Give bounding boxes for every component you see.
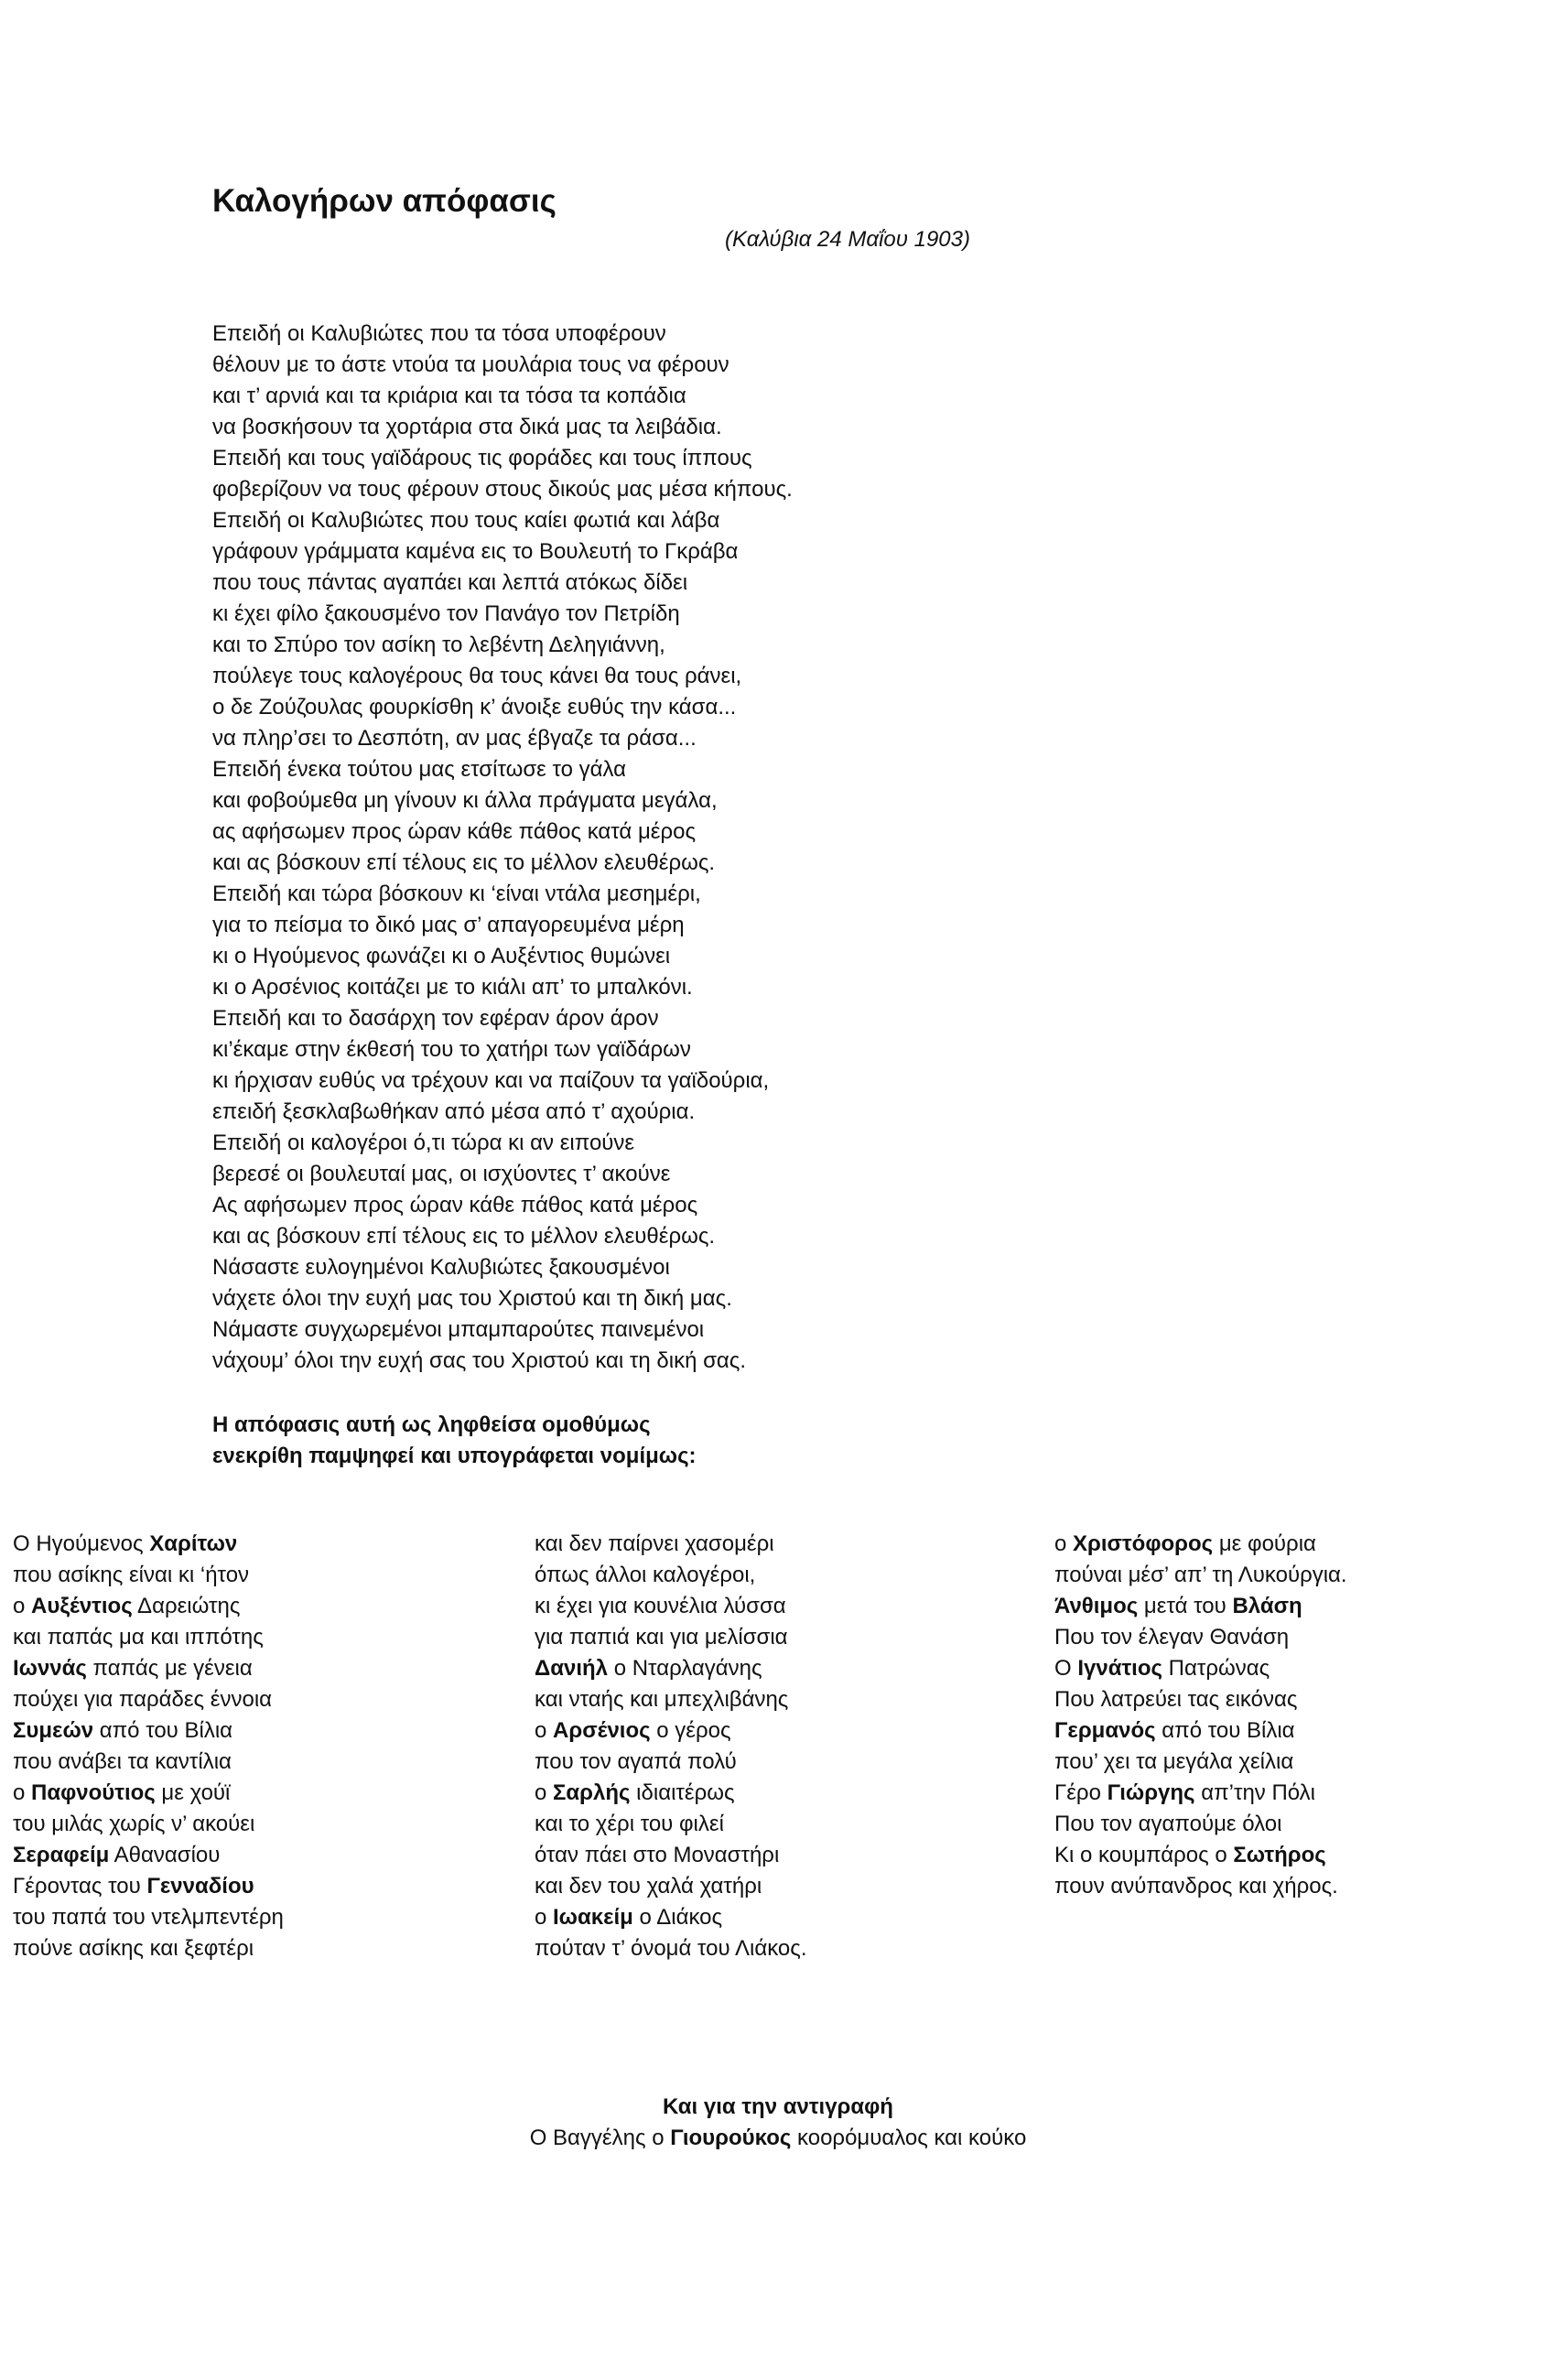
signature-text: και δεν παίρνει χασομέρι bbox=[535, 1531, 774, 1556]
signature-line bbox=[1054, 1684, 1347, 1715]
signature-text: Ο Ηγούμενος bbox=[13, 1531, 150, 1556]
monk-name: Βλάση bbox=[1232, 1594, 1302, 1618]
signature-text: όταν πάει στο Μοναστήρι bbox=[535, 1843, 780, 1867]
signature-line bbox=[1054, 1560, 1347, 1591]
poem-line: βερεσέ οι βουλευταί μας, οι ισχύοντες τ’ ακούνε bbox=[212, 1162, 671, 1186]
signature-text: και δεν του χαλά χατήρι bbox=[535, 1874, 762, 1899]
signature-text: με φούρια bbox=[1213, 1531, 1316, 1556]
signature-text: Που λατρεύει τας εικόνας bbox=[1054, 1687, 1298, 1712]
signature-line bbox=[1054, 1715, 1347, 1747]
signature-text: ο Διάκος bbox=[632, 1905, 723, 1930]
poem-line: Επειδή και τώρα βόσκουν κι ‘είναι ντάλα μεσημέρι, bbox=[212, 882, 701, 906]
poem-body bbox=[212, 319, 793, 1377]
signature-text: που’ χει τα μεγάλα χείλια bbox=[1054, 1749, 1294, 1774]
signature-line bbox=[535, 1622, 807, 1653]
signature-text: Γέρο bbox=[1054, 1780, 1108, 1805]
signature-line bbox=[13, 1529, 284, 1560]
poem-line: νάχουμ’ όλοι την ευχή σας του Χριστού και τη δική σας. bbox=[212, 1348, 747, 1373]
poem-line: και ας βόσκουν επί τέλους εις το μέλλον ελευθέρως. bbox=[212, 1224, 716, 1249]
poem-line: Επειδή οι Καλυβιώτες που τους καίει φωτιά και λάβα bbox=[212, 508, 720, 533]
monk-name: Αυξέντιος bbox=[31, 1594, 133, 1618]
signatures-column-2 bbox=[535, 1529, 807, 1964]
footer-heading: Και για την αντιγραφή bbox=[663, 2094, 893, 2119]
poem-line: και τ’ αρνιά και τα κριάρια και τα τόσα τα κοπάδια bbox=[212, 384, 686, 408]
signature-text: πούταν τ’ όνομά του Λιάκος. bbox=[535, 1936, 807, 1961]
signature-text: με χούϊ bbox=[155, 1780, 231, 1805]
poem-line: Επειδή οι Καλυβιώτες που τα τόσα υποφέρουν bbox=[212, 321, 666, 346]
signature-text: παπάς με γένεια bbox=[86, 1656, 253, 1681]
signature-line bbox=[1054, 1653, 1347, 1684]
footer-note bbox=[0, 2092, 1556, 2154]
signature-line bbox=[1054, 1840, 1347, 1871]
footer-line-name: Γιουρούκος bbox=[670, 2126, 792, 2150]
signature-text: ο bbox=[13, 1780, 32, 1805]
signature-line bbox=[13, 1622, 284, 1653]
signature-text: και το χέρι του φιλεί bbox=[535, 1812, 724, 1836]
signature-text: για παπιά και για μελίσσια bbox=[535, 1625, 788, 1650]
poem-line: πούλεγε τους καλογέρους θα τους κάνει θα τους ράνει, bbox=[212, 664, 742, 688]
poem-line: που τους πάντας αγαπάει και λεπτά ατόκως δίδει bbox=[212, 570, 688, 595]
signature-text: πούνε ασίκης και ξεφτέρι bbox=[13, 1936, 254, 1961]
decision-statement bbox=[212, 1410, 697, 1472]
signature-text: Κι ο κουμπάρος ο bbox=[1054, 1843, 1234, 1867]
signature-text: πούχει για παράδες έννοια bbox=[13, 1687, 273, 1712]
poem-line: κι’έκαμε στην έκθεσή του το χατήρι των γαϊδάρων bbox=[212, 1037, 691, 1062]
signature-line bbox=[535, 1778, 807, 1809]
poem-line: νάχετε όλοι την ευχή μας του Χριστού και τη δική μας. bbox=[212, 1286, 732, 1311]
monk-name: Χριστόφορος bbox=[1073, 1531, 1214, 1556]
signature-line bbox=[535, 1529, 807, 1560]
signature-line bbox=[13, 1715, 284, 1747]
signature-text: του μιλάς χωρίς ν’ ακούει bbox=[13, 1812, 255, 1836]
poem-line: Επειδή οι καλογέροι ό,τι τώρα κι αν ειπούνε bbox=[212, 1130, 635, 1155]
signature-line bbox=[535, 1747, 807, 1778]
signature-line bbox=[13, 1653, 284, 1684]
signatures-column-3 bbox=[1054, 1529, 1347, 1902]
poem-line: Επειδή και τους γαϊδάρους τις φοράδες και τους ίππους bbox=[212, 446, 752, 471]
signature-line bbox=[13, 1902, 284, 1933]
monk-name: Γενναδίου bbox=[146, 1874, 254, 1899]
footer-signature-line bbox=[0, 2123, 1556, 2154]
signature-text: ο γέρος bbox=[650, 1718, 731, 1743]
signature-text: του παπά του ντελμπεντέρη bbox=[13, 1905, 284, 1930]
monk-name: Σαρλής bbox=[553, 1780, 631, 1805]
poem-line: και το Σπύρο τον ασίκη το λεβέντη Δεληγιάννη, bbox=[212, 633, 665, 657]
signature-text: και παπάς μα και ιππότης bbox=[13, 1625, 264, 1650]
signature-line bbox=[13, 1933, 284, 1964]
signature-text: Αθανασίου bbox=[109, 1843, 221, 1867]
document-subtitle: (Καλύβια 24 Μαΐου 1903) bbox=[725, 227, 970, 252]
poem-line: γράφουν γράμματα καμένα εις το Βουλευτή το Γκράβα bbox=[212, 539, 739, 564]
signature-text: όπως άλλοι καλογέροι, bbox=[535, 1563, 756, 1587]
monk-name: Άνθιμος bbox=[1054, 1594, 1139, 1618]
signature-text: ιδιαιτέρως bbox=[630, 1780, 735, 1805]
signature-text: κι έχει για κουνέλια λύσσα bbox=[535, 1594, 786, 1618]
signature-line bbox=[13, 1560, 284, 1591]
signature-text: Γέροντας του bbox=[13, 1874, 147, 1899]
signature-text: απ’την Πόλι bbox=[1194, 1780, 1316, 1805]
poem-line: κι ήρχισαν ευθύς να τρέχουν και να παίζουν τα γαϊδούρια, bbox=[212, 1068, 770, 1093]
signature-line bbox=[535, 1902, 807, 1933]
signature-line bbox=[13, 1840, 284, 1871]
signature-line bbox=[1054, 1747, 1347, 1778]
signature-line bbox=[535, 1560, 807, 1591]
signature-text: ο bbox=[535, 1905, 554, 1930]
monk-name: Ιγνάτιος bbox=[1077, 1656, 1162, 1681]
signature-line bbox=[13, 1684, 284, 1715]
signature-text: Δαρειώτης bbox=[132, 1594, 241, 1618]
poem-line: Νάμαστε συγχωρεμένοι μπαμπαρούτες παινεμένοι bbox=[212, 1317, 705, 1342]
signatures-column-1 bbox=[13, 1529, 284, 1964]
poem-line: Επειδή και το δασάρχη τον εφέραν άρον άρον bbox=[212, 1006, 659, 1031]
monk-name: Αρσένιος bbox=[553, 1718, 651, 1743]
monk-name: Γιώργης bbox=[1107, 1780, 1195, 1805]
monk-name: Χαρίτων bbox=[149, 1531, 238, 1556]
decision-line: ενεκρίθη παμψηφεί και υπογράφεται νομίμως: bbox=[212, 1444, 697, 1468]
poem-line: Νάσαστε ευλογημένοι Καλυβιώτες ξακουσμένοι bbox=[212, 1255, 670, 1280]
monk-name: Ιωννάς bbox=[13, 1656, 87, 1681]
signature-line bbox=[1054, 1622, 1347, 1653]
signature-text: ο bbox=[535, 1780, 554, 1805]
poem-line: κι ο Ηγούμενος φωνάζει κι ο Αυξέντιος θυμώνει bbox=[212, 944, 671, 968]
signature-text: που ασίκης είναι κι ‘ήτον bbox=[13, 1563, 250, 1587]
poem-line: να βοσκήσουν τα χορτάρια στα δικά μας τα λειβάδια. bbox=[212, 415, 722, 439]
signature-line bbox=[1054, 1871, 1347, 1902]
signature-line bbox=[13, 1778, 284, 1809]
signature-text: από του Βίλια bbox=[93, 1718, 233, 1743]
signature-line bbox=[535, 1809, 807, 1840]
signature-line bbox=[535, 1715, 807, 1747]
signature-text: που ανάβει τα καντίλια bbox=[13, 1749, 232, 1774]
signature-text: Ο bbox=[1054, 1656, 1078, 1681]
signature-line bbox=[535, 1591, 807, 1622]
signature-line bbox=[1054, 1529, 1347, 1560]
signature-line bbox=[1054, 1778, 1347, 1809]
signature-text: Πατρώνας bbox=[1162, 1656, 1270, 1681]
poem-line: κι έχει φίλο ξακουσμένο τον Πανάγο τον Πετρίδη bbox=[212, 601, 680, 626]
signature-text: Που τον έλεγαν Θανάση bbox=[1054, 1625, 1290, 1650]
signature-text: ο bbox=[13, 1594, 32, 1618]
signature-line bbox=[13, 1809, 284, 1840]
poem-line: Επειδή ένεκα τούτου μας ετσίτωσε το γάλα bbox=[212, 757, 627, 782]
signature-text: ο bbox=[535, 1718, 554, 1743]
signature-line bbox=[535, 1840, 807, 1871]
signature-text: πούναι μέσ’ απ’ τη Λυκούργια. bbox=[1054, 1563, 1347, 1587]
footer-line-suffix: κοορόμυαλος και κούκο bbox=[791, 2126, 1027, 2150]
poem-line: να πληρ’σει το Δεσπότη, αν μας έβγαζε τα ράσα... bbox=[212, 726, 697, 751]
monk-name: Σωτήρος bbox=[1233, 1843, 1326, 1867]
signature-line bbox=[13, 1747, 284, 1778]
poem-line: ο δε Ζούζουλας φουρκίσθη κ’ άνοιξε ευθύς την κάσα... bbox=[212, 695, 737, 719]
poem-line: κι ο Αρσένιος κοιτάζει με το κιάλι απ’ το μπαλκόνι. bbox=[212, 975, 693, 1000]
signature-line bbox=[1054, 1591, 1347, 1622]
document-title: Καλογήρων απόφασις bbox=[212, 183, 556, 219]
poem-line: επειδή ξεσκλαβωθήκαν από μέσα από τ’ αχούρια. bbox=[212, 1099, 696, 1124]
poem-line: φοβερίζουν να τους φέρουν στους δικούς μας μέσα κήπους. bbox=[212, 477, 793, 502]
poem-line: για το πείσμα το δικό μας σ’ απαγορευμένα μέρη bbox=[212, 913, 685, 937]
signature-line bbox=[535, 1933, 807, 1964]
signature-line bbox=[535, 1684, 807, 1715]
monk-name: Παφνούτιος bbox=[31, 1780, 156, 1805]
signature-line bbox=[1054, 1809, 1347, 1840]
poem-line: ας αφήσωμεν προς ώραν κάθε πάθος κατά μέρος bbox=[212, 819, 697, 844]
signature-text: από του Βίλια bbox=[1155, 1718, 1295, 1743]
monk-name: Δανιήλ bbox=[535, 1656, 609, 1681]
signature-text: Που τον αγαπούμε όλοι bbox=[1054, 1812, 1282, 1836]
signature-line bbox=[535, 1653, 807, 1684]
monk-name: Συμεών bbox=[13, 1718, 94, 1743]
monk-name: Ιωακείμ bbox=[553, 1905, 633, 1930]
signature-text: και νταής και μπεχλιβάνης bbox=[535, 1687, 789, 1712]
signature-text: ο bbox=[1054, 1531, 1074, 1556]
monk-name: Γερμανός bbox=[1054, 1718, 1156, 1743]
signature-text: μετά του Βλάση bbox=[1138, 1594, 1302, 1618]
monk-name: Σεραφείμ bbox=[13, 1843, 110, 1867]
signature-text: που τον αγαπά πολύ bbox=[535, 1749, 737, 1774]
poem-line: και ας βόσκουν επί τέλους εις το μέλλον ελευθέρως. bbox=[212, 850, 716, 875]
signature-text: ο Νταρλαγάνης bbox=[608, 1656, 762, 1681]
footer-line-prefix: Ο Βαγγέλης ο bbox=[529, 2126, 671, 2150]
poem-line: και φοβούμεθα μη γίνουν κι άλλα πράγματα μεγάλα, bbox=[212, 788, 718, 813]
decision-line: Η απόφασις αυτή ως ληφθείσα ομοθύμως bbox=[212, 1412, 651, 1437]
poem-line: θέλουν με το άστε ντούα τα μουλάρια τους να φέρουν bbox=[212, 352, 729, 377]
poem-line: Ας αφήσωμεν προς ώραν κάθε πάθος κατά μέρος bbox=[212, 1193, 698, 1217]
signature-line bbox=[13, 1871, 284, 1902]
signature-line bbox=[535, 1871, 807, 1902]
signature-text: πουν ανύπανδρος και χήρος. bbox=[1054, 1874, 1338, 1899]
signature-line bbox=[13, 1591, 284, 1622]
